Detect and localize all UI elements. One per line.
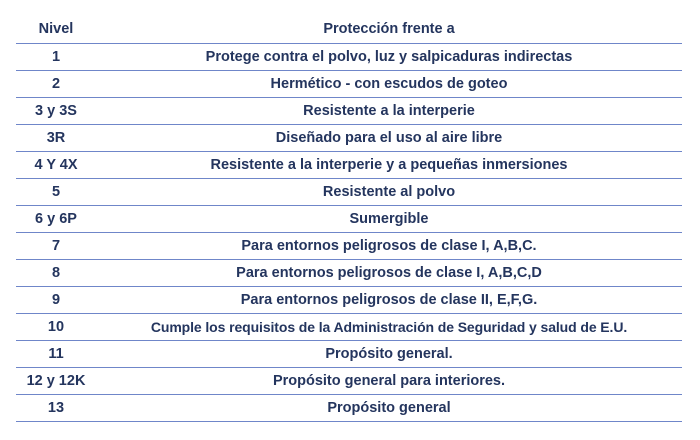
level-cell: 2: [51, 76, 61, 92]
level-cell: 13: [47, 400, 65, 416]
protection-cell: Propósito general: [327, 400, 451, 416]
protection-cell: Resistente al polvo: [322, 184, 456, 200]
level-cell: 12 y 12K: [26, 373, 86, 389]
protection-cell: Propósito general para interiores.: [272, 373, 506, 389]
protection-cell: Para entornos peligrosos de clase II, E,F,G.: [240, 292, 538, 308]
protection-cell: Para entornos peligrosos de clase I, A,B,C.: [241, 238, 537, 254]
table-row: [16, 44, 682, 71]
level-cell: 7: [51, 238, 61, 254]
protection-cell: Cumple los requisitos de la Administración de Seguridad y salud de E.U.: [150, 319, 628, 335]
table-row: [16, 287, 682, 314]
level-cell: 1: [51, 49, 61, 65]
level-cell: 4 Y 4X: [34, 157, 78, 173]
protection-cell: Protege contra el polvo, luz y salpicaduras indirectas: [205, 49, 573, 65]
protection-cell: Sumergible: [349, 211, 429, 227]
level-cell: 3 y 3S: [35, 103, 77, 119]
header-protection: Protección frente a: [323, 20, 455, 37]
table-row: [16, 341, 682, 368]
table-row: [16, 368, 682, 395]
table-row: [16, 98, 682, 125]
table-row: [16, 206, 682, 233]
protection-cell: Propósito general.: [325, 346, 453, 362]
protection-cell: Hermético - con escudos de goteo: [270, 76, 508, 92]
level-cell: 10: [47, 319, 65, 335]
table-row: [16, 233, 682, 260]
table-row: [16, 314, 682, 341]
level-cell: 6 y 6P: [35, 211, 77, 227]
protection-cell: Diseñado para el uso al aire libre: [275, 130, 503, 146]
table-row: [16, 71, 682, 98]
protection-cell: Para entornos peligrosos de clase I, A,B,C,D: [236, 265, 542, 281]
level-cell: 5: [51, 184, 61, 200]
table-row: [16, 260, 682, 287]
level-cell: 3R: [46, 130, 66, 146]
protection-cell: Resistente a la interperie: [303, 103, 475, 119]
level-cell: 8: [51, 265, 61, 281]
table-row: [16, 125, 682, 152]
table-row: [16, 179, 682, 206]
table-row: [16, 152, 682, 179]
level-cell: 9: [51, 292, 61, 308]
protection-cell: Resistente a la interperie y a pequeñas inmersiones: [210, 157, 568, 173]
level-cell: 11: [48, 346, 64, 362]
protection-levels-table: [16, 14, 682, 422]
table-header-row: [16, 14, 682, 44]
table-row: [16, 395, 682, 422]
header-level: Nivel: [38, 20, 74, 37]
